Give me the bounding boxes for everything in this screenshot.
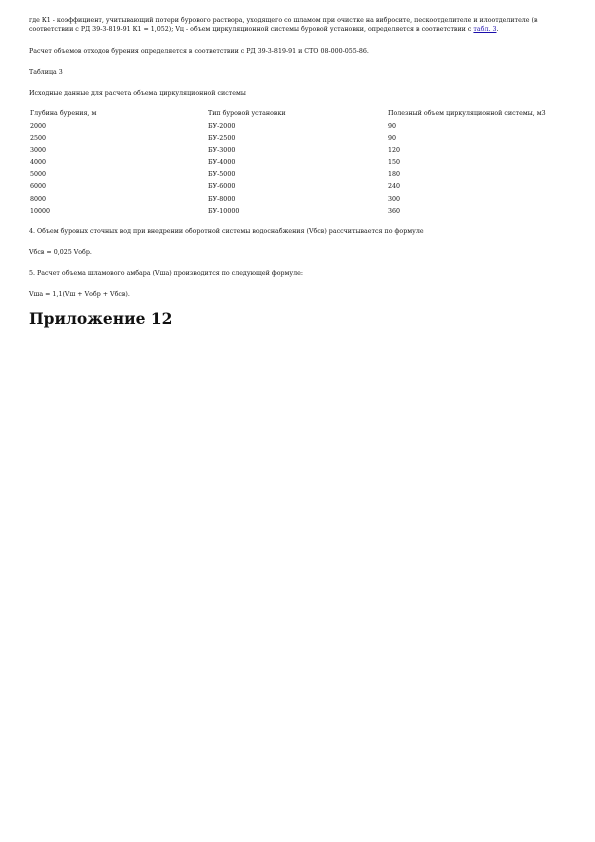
cell-rig-type: БУ-2500 xyxy=(208,135,236,143)
cell-rig-type: БУ-2000 xyxy=(208,123,236,130)
cell-volume: 120 xyxy=(388,147,401,155)
cell-rig-type: БУ-3000 xyxy=(208,147,236,155)
cell-rig-type: БУ-6000 xyxy=(208,183,236,191)
table-row xyxy=(29,145,563,157)
table-row xyxy=(29,181,563,193)
wastewater-formula: Vбсв = 0,025 Vобр. xyxy=(29,248,92,256)
cell-depth: 4000 xyxy=(30,159,47,167)
cell-rig-type: БУ-4000 xyxy=(208,159,236,167)
cell-rig-type: БУ-5000 xyxy=(208,171,236,179)
cell-depth: 2000 xyxy=(30,123,47,130)
appendix-heading: Приложение 12 xyxy=(29,308,173,328)
cell-volume: 90 xyxy=(388,123,397,130)
cell-depth: 5000 xyxy=(30,171,47,179)
cell-volume: 180 xyxy=(388,171,401,179)
cell-rig-type: БУ-8000 xyxy=(208,195,236,203)
table-row xyxy=(29,121,563,133)
table-row xyxy=(29,193,563,205)
cell-depth: 6000 xyxy=(30,183,47,191)
table-row xyxy=(29,206,563,218)
cell-volume: 240 xyxy=(388,183,401,191)
cell-depth: 3000 xyxy=(30,147,47,155)
cell-volume: 90 xyxy=(388,135,397,143)
cell-volume: 300 xyxy=(388,195,401,203)
cell-depth: 2500 xyxy=(30,135,47,143)
header-volume: Полезный объем циркуляционной системы, м3 xyxy=(388,110,546,117)
intro-paragraph xyxy=(29,16,569,34)
table-row xyxy=(29,157,563,169)
cell-depth: 8000 xyxy=(30,195,47,203)
cell-depth: 10000 xyxy=(30,207,51,215)
document-page xyxy=(29,16,569,328)
table-row xyxy=(29,133,563,145)
table-caption: Таблица 3 xyxy=(29,69,63,76)
cell-volume: 150 xyxy=(388,159,401,167)
cell-rig-type: БУ-10000 xyxy=(208,207,240,215)
wastewater-paragraph: 4. Объем буровых сточных вод при внедрении оборотной системы водоснабжения (Vбсв) рассчитывается по формуле xyxy=(29,227,424,235)
header-rig-type: Тип буровой установки xyxy=(208,110,286,117)
waste-calc-paragraph: Расчет объемов отходов бурения определяется в соответствии с РД 39-3-819-91 и СТО 08-000-055-86. xyxy=(29,48,369,55)
intro-text-end: . xyxy=(496,26,499,33)
table-header-row xyxy=(29,110,563,121)
table-3-link[interactable]: табл. 3 xyxy=(473,26,497,33)
circulation-system-table xyxy=(29,110,563,218)
intro-text: где К1 - коэффициент, учитывающий потери бурового раствора, уходящего со шламом при очистке на вибросите, пескоотделителе и илоотделителе (в соответствии с РД 39-3-819-91 К1 = 1,052); Vц - объем циркуляционной системы буровой установки, определяется в соответствии с xyxy=(29,17,538,33)
cell-volume: 360 xyxy=(388,207,401,215)
header-depth: Глубина бурения, м xyxy=(30,110,97,117)
table-title: Исходные данные для расчета объема циркуляционной системы xyxy=(29,90,246,97)
sludge-pit-formula: Vша = 1,1(Vш + Vобр + Vбсв). xyxy=(29,290,130,298)
sludge-pit-paragraph: 5. Расчет объема шламового амбара (Vша) производится по следующей формуле: xyxy=(29,269,303,277)
table-row xyxy=(29,169,563,181)
